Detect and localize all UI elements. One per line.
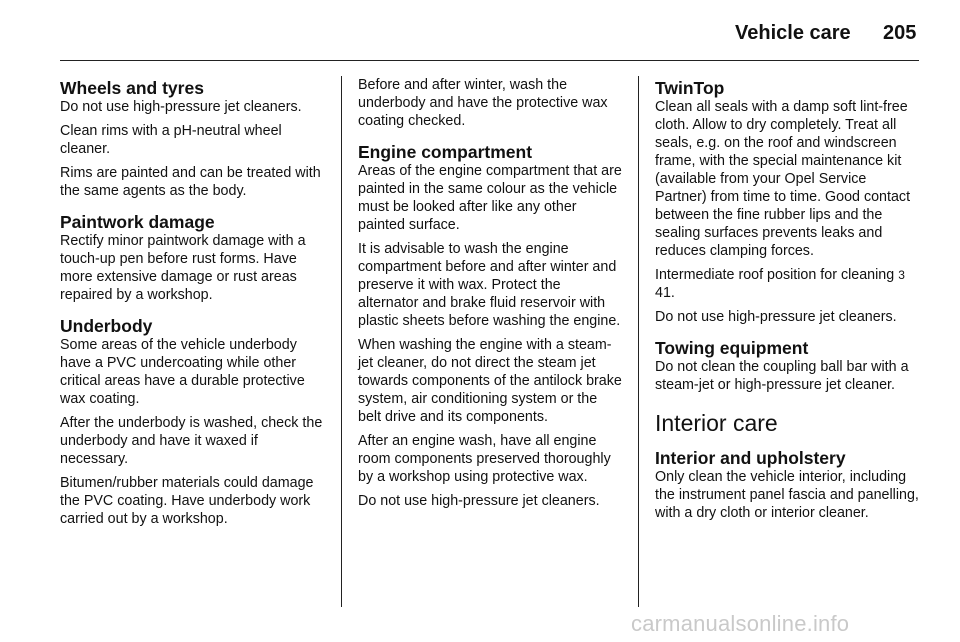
page-reference-icon: 3: [898, 268, 905, 282]
paragraph: When washing the engine with a steam-jet cleaner, do not direct the steam jet towards components of the antilock brake system, air conditioning system or the belt drive and its components.: [358, 337, 622, 425]
paragraph: Rims are painted and can be treated with the same agents as the body.: [60, 165, 321, 199]
section-heading: Wheels and tyres: [60, 78, 204, 98]
paragraph: Areas of the engine compartment that are painted in the same colour as the vehicle must be looked after like any other painted surface.: [358, 163, 622, 233]
section-heading: Interior and upholstery: [655, 448, 846, 468]
section-heading: Engine compartment: [358, 142, 533, 162]
section-interior-and-upholstery: [655, 446, 920, 522]
section-heading: TwinTop: [655, 78, 725, 98]
paragraph-text: Intermediate roof position for cleaning: [655, 267, 895, 283]
page-reference-link[interactable]: 41.: [655, 285, 675, 301]
watermark: carmanualsonline.info: [631, 611, 850, 636]
section-twintop: [655, 76, 920, 326]
section-underbody: [60, 314, 325, 528]
section-heading: Towing equipment: [655, 338, 809, 358]
paragraph: Do not clean the coupling ball bar with a steam-jet or high-pressure jet cleaner.: [655, 359, 909, 393]
paragraph: Clean all seals with a damp soft lint-free cloth. Allow to dry completely. Treat all seals, e.g. on the roof and windscreen frame, with the special maintenance kit (available from your Opel Service Partner) from time to time. Good contact between the fine rubber lips and the sealing surfaces prevents leaks and reduces clamping forces.: [655, 99, 911, 259]
paragraph: Do not use high-pressure jet cleaners.: [358, 493, 600, 509]
section-heading: Underbody: [60, 316, 153, 336]
header-title: Vehicle care: [735, 22, 851, 44]
paragraph: Do not use high-pressure jet cleaners.: [655, 309, 897, 325]
header-rule: [60, 60, 919, 61]
section-engine-compartment: [358, 140, 624, 510]
page-number: 205: [883, 22, 917, 44]
column-1: [60, 76, 325, 534]
paragraph: Only clean the vehicle interior, including the instrument panel fascia and panelling, with a dry cloth or interior cleaner.: [655, 469, 919, 521]
chapter-heading: Interior care: [655, 410, 778, 436]
column-2: [358, 76, 624, 516]
paragraph: Bitumen/rubber materials could damage the PVC coating. Have underbody work carried out by a workshop.: [60, 475, 314, 527]
paragraph-with-reference: [655, 266, 920, 302]
paragraph: Rectify minor paintwork damage with a touch-up pen before rust forms. Have more extensive damage or rust areas repaired by a workshop.: [60, 233, 306, 303]
paragraph: Before and after winter, wash the underbody and have the protective wax coating checked.: [358, 77, 608, 129]
column-divider: [341, 76, 342, 607]
column-3: [655, 76, 920, 528]
paragraph: Some areas of the vehicle underbody have a PVC undercoating while other critical areas have a durable protective wax coating.: [60, 337, 305, 407]
section-heading: Paintwork damage: [60, 212, 215, 232]
paragraph: Clean rims with a pH-neutral wheel cleaner.: [60, 123, 282, 157]
section-towing-equipment: [655, 336, 920, 394]
paragraph: It is advisable to wash the engine compartment before and after winter and preserve it with wax. Protect the alternator and brake fluid reservoir with plastic sheets before washing the engine.: [358, 241, 621, 329]
column-divider: [638, 76, 639, 607]
paragraph: After an engine wash, have all engine room components preserved thoroughly by a workshop using protective wax.: [358, 433, 611, 485]
paragraph: Do not use high-pressure jet cleaners.: [60, 99, 302, 115]
paragraph: After the underbody is washed, check the underbody and have it waxed if necessary.: [60, 415, 323, 467]
section-wheels-and-tyres: [60, 76, 325, 200]
section-paintwork-damage: [60, 210, 325, 304]
